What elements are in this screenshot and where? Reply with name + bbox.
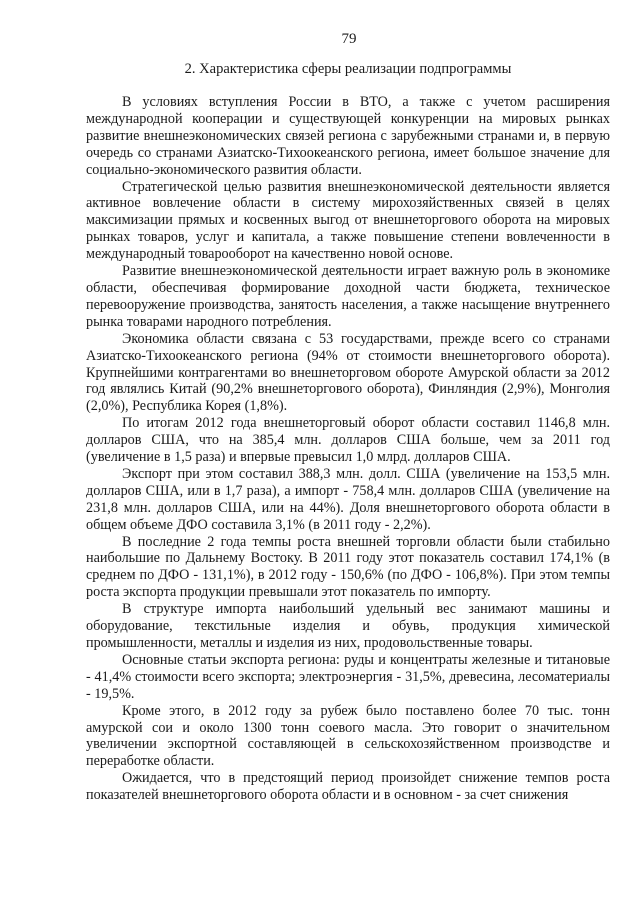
paragraph-soy-export: Кроме этого, в 2012 году за рубеж было поставлено более 70 тыс. тонн амурской сои и около 1300 тонн соевого масла. Это говорит о значительном увеличении экспортной составляющей в сельскохозяйственном производстве и переработке области. [86, 702, 610, 770]
paragraph-strategic-goal: Стратегической целью развития внешнеэкономической деятельности является активное вовлечение области в систему мирохозяйственных связей в целях максимизации прямых и косвенных выгод от внешнеторгового оборота на мировых рынках товаров, услуг и капитала, а также повышение степени вовлеченности в международный товарооборот на качественно новой основе. [86, 178, 610, 263]
paragraph-trade-turnover: По итогам 2012 года внешнеторговый оборот области составил 1146,8 млн. долларов США, что на 385,4 млн. долларов США больше, чем за 2011 год (увеличение в 1,5 раза) и впервые превысил 1,0 млрд. долларов США. [86, 415, 610, 466]
paragraph-import-structure: В структуре импорта наибольший удельный вес занимают машины и оборудование, текстильные изделия и обувь, продукция химической промышленности, металлы и изделия из них, продовольственные товары. [86, 601, 610, 651]
paragraph-economic-role: Развитие внешнеэкономической деятельности играет важную роль в экономике области, обеспечивая формирование доходной части бюджета, техническое перевооружение производства, занятость населения, а также насыщение внутреннего рынка товарами народного потребления. [86, 263, 610, 330]
paragraph-export-items: Основные статьи экспорта региона: руды и концентраты железные и титановые - 41,4% стоимости всего экспорта; электроэнергия - 31,5%, древесина, лесоматериалы - 19,5%. [86, 651, 610, 702]
paragraph-wto-context: В условиях вступления России в ВТО, а также с учетом расширения международной кооперации и существующей конкуренции на мировых рынках развитие внешнеэкономических связей региона с зарубежными странами и, в первую очередь со странами Азиатско-Тихоокеанского региона, имеет большое значение для социально-экономического развития области. [86, 94, 610, 178]
paragraph-growth-rates: В последние 2 года темпы роста внешней торговли области были стабильно наибольшие по Дальнему Востоку. В 2011 году этот показатель составил 174,1% (в среднем по ДФО - 131,1%), в 2012 году - 150,6% (по ДФО - 106,8%). При этом темпы роста экспорта продукции превышали этот показатель по импорту. [86, 533, 610, 601]
page-number: 79 [341, 31, 357, 47]
paragraph-trade-partners: Экономика области связана с 53 государствами, прежде всего со странами Азиатско-Тихоокеанского региона (94% от стоимости внешнеторгового оборота). Крупнейшими контрагентами во внешнеторговом обороте Амурской области за 2012 год являлись Китай (90,2% внешнеторгового оборота), Финляндия (2,9%), Монголия (2,0%), Республика Корея (1,8%). [86, 330, 610, 415]
paragraph-export-import: Экспорт при этом составил 388,3 млн. долл. США (увеличение на 153,5 млн. долларов США, или в 1,7 раза), а импорт - 758,4 млн. долларов США (увеличение на 231,8 млн. долларов США, или на 44%). Доля внешнеторгового оборота области в общем объеме ДФО составила 3,1% (в 2011 году - 2,2%). [86, 465, 610, 533]
section-title: 2. Характеристика сферы реализации подпрограммы [184, 61, 512, 77]
paragraph-forecast: Ожидается, что в предстоящий период произойдет снижение темпов роста показателей внешнеторгового оборота области и в основном - за счет снижения [86, 770, 610, 804]
document-page [86, 30, 610, 890]
